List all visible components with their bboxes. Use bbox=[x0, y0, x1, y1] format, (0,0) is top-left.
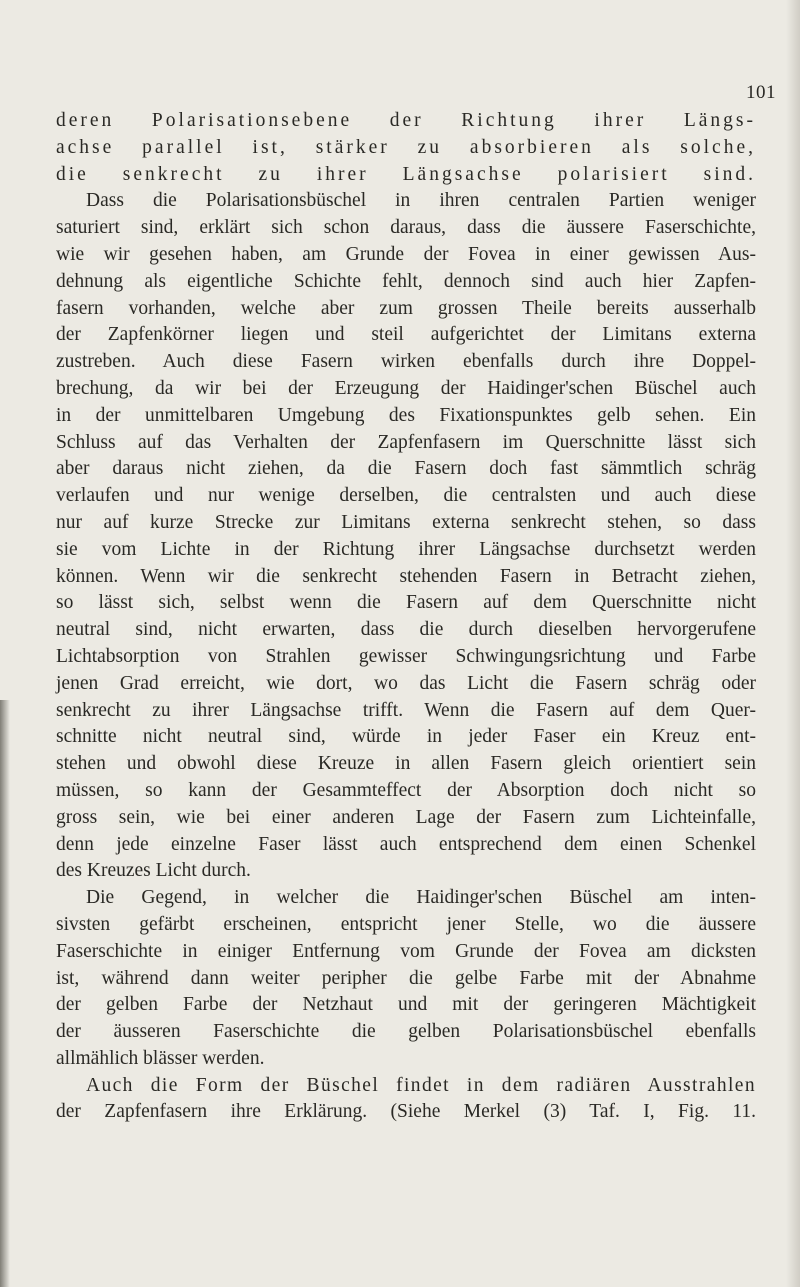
page-number: 101 bbox=[746, 82, 776, 103]
text-line: allmählich blässer werden. bbox=[56, 1047, 265, 1069]
text-line: ist, während dann weiter peripher die gelbe Farbe mit der Abnahme bbox=[56, 967, 756, 989]
text-line: können. Wenn wir die senkrecht stehenden Fasern in Betracht ziehen, bbox=[56, 565, 756, 587]
text-line: Dass die Polarisationsbüschel in ihren centralen Partien weniger bbox=[86, 190, 756, 212]
text-line: senkrecht zu ihrer Längsachse trifft. Wenn die Fasern auf dem Quer- bbox=[56, 699, 756, 721]
text-line: achse parallel ist, stärker zu absorbieren als solche, bbox=[56, 136, 756, 158]
text-line: brechung, da wir bei der Erzeugung der Haidinger'schen Büschel auch bbox=[56, 377, 756, 399]
text-line: verlaufen und nur wenige derselben, die centralsten und auch diese bbox=[56, 485, 756, 507]
text-line: denn jede einzelne Faser lässt auch entsprechend dem einen Schenkel bbox=[56, 833, 756, 855]
text-line: gross sein, wie bei einer anderen Lage der Fasern zum Lichteinfalle, bbox=[56, 806, 756, 828]
text-line: die senkrecht zu ihrer Längsachse polarisiert sind. bbox=[56, 163, 756, 185]
text-line: deren Polarisationsebene der Richtung ihrer Längs- bbox=[56, 110, 756, 131]
text-line: so lässt sich, selbst wenn die Fasern auf dem Querschnitte nicht bbox=[56, 592, 756, 614]
text-line: Schluss auf das Verhalten der Zapfenfasern im Querschnitte lässt sich bbox=[56, 431, 756, 453]
text-line: des Kreuzes Licht durch. bbox=[56, 860, 251, 882]
text-line: Faserschichte in einiger Entfernung vom Grunde der Fovea am dicksten bbox=[56, 940, 756, 962]
body-text bbox=[56, 108, 756, 1126]
text-line: Lichtabsorption von Strahlen gewisser Schwingungsrichtung und Farbe bbox=[56, 645, 756, 667]
text-line: saturiert sind, erklärt sich schon daraus, dass die äussere Faserschichte, bbox=[56, 217, 756, 239]
text-line: zustreben. Auch diese Fasern wirken ebenfalls durch ihre Doppel- bbox=[56, 351, 756, 373]
text-line: Die Gegend, in welcher die Haidinger'schen Büschel am inten- bbox=[86, 887, 756, 909]
text-line: nur auf kurze Strecke zur Limitans externa senkrecht stehen, so dass bbox=[56, 511, 756, 533]
page-shadow bbox=[786, 0, 800, 1287]
text-line: fasern vorhanden, welche aber zum grossen Theile bereits ausserhalb bbox=[56, 297, 756, 319]
text-line: der Zapfenkörner liegen und steil aufgerichtet der Limitans externa bbox=[56, 324, 756, 346]
text-line: müssen, so kann der Gesammteffect der Absorption doch nicht so bbox=[56, 779, 756, 801]
text-line: aber daraus nicht ziehen, da die Fasern doch fast sämmtlich schräg bbox=[56, 458, 756, 480]
text-line: schnitte nicht neutral sind, würde in jeder Faser ein Kreuz ent- bbox=[56, 726, 756, 748]
text-line: Auch die Form der Büschel findet in dem radiären Ausstrahlen bbox=[86, 1074, 756, 1096]
text-line: stehen und obwohl diese Kreuze in allen Fasern gleich orientiert sein bbox=[56, 753, 756, 775]
text-line: wie wir gesehen haben, am Grunde der Fovea in einer gewissen Aus- bbox=[56, 243, 756, 265]
text-line: sivsten gefärbt erscheinen, entspricht jener Stelle, wo die äussere bbox=[56, 913, 756, 935]
binding-edge bbox=[0, 700, 10, 1287]
text-line: der Zapfenfasern ihre Erklärung. (Siehe Merkel (3) Taf. I, Fig. 11. bbox=[56, 1101, 756, 1123]
text-line: jenen Grad erreicht, wie dort, wo das Licht die Fasern schräg oder bbox=[56, 672, 756, 694]
text-line: neutral sind, nicht erwarten, dass die durch dieselben hervorgerufene bbox=[56, 619, 756, 641]
text-line: sie vom Lichte in der Richtung ihrer Längsachse durchsetzt werden bbox=[56, 538, 756, 560]
text-line: in der unmittelbaren Umgebung des Fixationspunktes gelb sehen. Ein bbox=[56, 404, 756, 426]
text-line: dehnung als eigentliche Schichte fehlt, dennoch sind auch hier Zapfen- bbox=[56, 270, 756, 292]
text-line: der gelben Farbe der Netzhaut und mit der geringeren Mächtigkeit bbox=[56, 994, 756, 1016]
text-line: der äusseren Faserschichte die gelben Polarisationsbüschel ebenfalls bbox=[56, 1021, 756, 1043]
